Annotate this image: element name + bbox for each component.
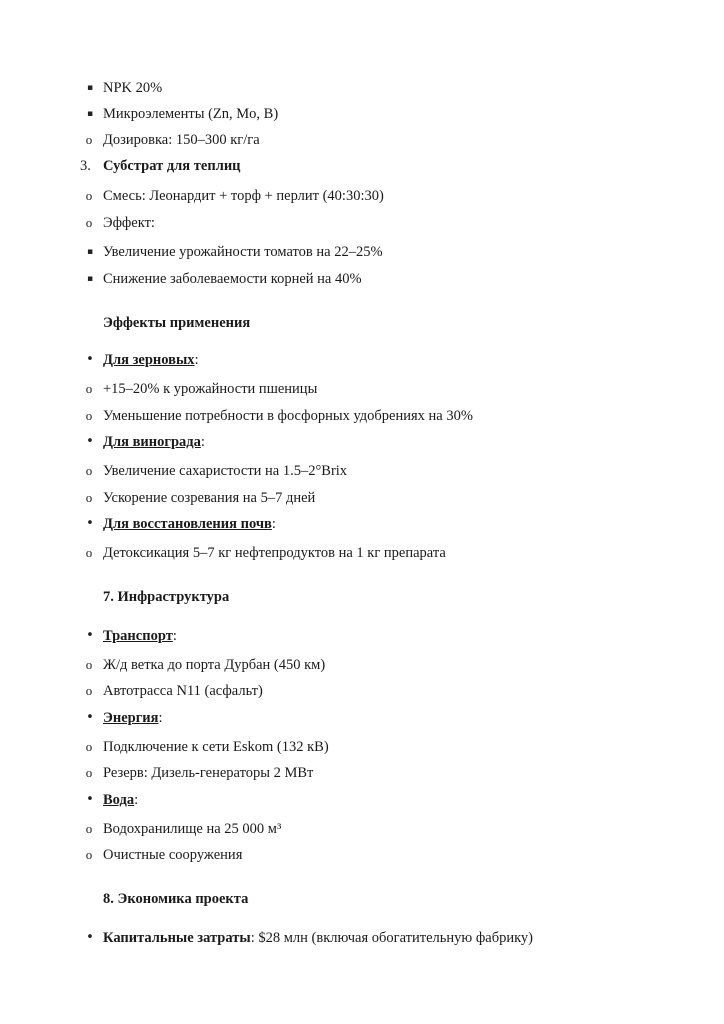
list-item-dosage	[0, 130, 724, 150]
list-item-text: Уменьшение потребности в фосфорных удобрениях на 30%	[103, 408, 473, 424]
group-water	[0, 790, 724, 810]
square-bullet-icon: ▪	[86, 83, 94, 93]
circle-bullet-icon: o	[85, 463, 93, 478]
list-item-highway	[0, 681, 724, 701]
group-suffix: :	[158, 710, 163, 726]
section-heading-economics	[0, 889, 724, 909]
group-title: Вода	[103, 792, 135, 808]
list-item-text: Снижение заболеваемости корней на 40%	[103, 271, 362, 287]
capex-value: : $28 млн (включая обогатительную фабрику)	[250, 930, 533, 946]
circle-bullet-icon: o	[85, 215, 93, 230]
list-item-effect	[0, 213, 724, 233]
list-item-detox	[0, 543, 724, 563]
circle-bullet-icon: o	[85, 490, 93, 505]
list-item-tomato-yield	[0, 242, 724, 262]
list-item-text: NPK 20%	[103, 80, 163, 96]
disc-bullet-icon: •	[86, 434, 94, 449]
list-item-microelements	[0, 104, 724, 124]
group-suffix: :	[134, 792, 139, 808]
group-transport	[0, 626, 724, 646]
disc-bullet-icon: •	[86, 710, 94, 725]
list-number: 3.	[80, 158, 91, 174]
list-item-text: Водохранилище на 25 000 м³	[103, 821, 282, 837]
list-item-text: Детоксикация 5–7 кг нефтепродуктов на 1 кг препарата	[103, 545, 446, 561]
circle-bullet-icon: o	[85, 739, 93, 754]
section-heading-text: Эффекты применения	[103, 315, 251, 331]
group-soil	[0, 514, 724, 534]
list-item-text: Автотрасса N11 (асфальт)	[103, 683, 263, 699]
section-heading-effects	[0, 313, 724, 333]
list-item-npk	[0, 78, 724, 98]
group-title: Для восстановления почв	[103, 516, 272, 532]
circle-bullet-icon: o	[85, 545, 93, 560]
group-suffix: :	[271, 516, 276, 532]
group-grapes	[0, 432, 724, 452]
section-heading-infrastructure	[0, 587, 724, 607]
list-item-mix	[0, 186, 724, 206]
list-item-text: Смесь: Леонардит + торф + перлит (40:30:30)	[103, 188, 384, 204]
disc-bullet-icon: •	[86, 352, 94, 367]
list-item-text: Резерв: Дизель-генераторы 2 МВт	[103, 765, 314, 781]
disc-bullet-icon: •	[86, 792, 94, 807]
list-item-root-disease	[0, 269, 724, 289]
square-bullet-icon: ▪	[86, 109, 94, 119]
list-item-treatment	[0, 845, 724, 865]
group-energy	[0, 708, 724, 728]
circle-bullet-icon: o	[85, 408, 93, 423]
list-item-text: Ускорение созревания на 5–7 дней	[103, 490, 316, 506]
circle-bullet-icon: o	[85, 188, 93, 203]
list-item-text: Увеличение урожайности томатов на 22–25%	[103, 244, 383, 260]
list-item-text: Подключение к сети Eskom (132 кВ)	[103, 739, 329, 755]
circle-bullet-icon: o	[85, 657, 93, 672]
group-title: Энергия	[103, 710, 159, 726]
list-item-text: Дозировка: 150–300 кг/га	[103, 132, 260, 148]
circle-bullet-icon: o	[85, 132, 93, 147]
section-heading-text: 8. Экономика проекта	[103, 891, 249, 907]
list-item-railway	[0, 655, 724, 675]
circle-bullet-icon: o	[85, 821, 93, 836]
disc-bullet-icon: •	[86, 516, 94, 531]
list-item-text: Микроэлементы (Zn, Mo, B)	[103, 106, 279, 122]
list-item-text: Эффект:	[103, 215, 155, 231]
list-item-text: +15–20% к урожайности пшеницы	[103, 381, 318, 397]
list-item-sugar	[0, 461, 724, 481]
group-cereals	[0, 350, 724, 370]
group-title: Для зерновых	[103, 352, 195, 368]
numbered-item-3	[0, 156, 724, 176]
list-item-text: Очистные сооружения	[103, 847, 243, 863]
numbered-item-title: Субстрат для теплиц	[103, 158, 241, 174]
group-title: Транспорт	[103, 628, 173, 644]
list-item-text: Увеличение сахаристости на 1.5–2°Brix	[103, 463, 348, 479]
list-item-capex	[0, 928, 724, 948]
section-heading-text: 7. Инфраструктура	[103, 589, 230, 605]
list-item-eskom	[0, 737, 724, 757]
list-item-ripening	[0, 488, 724, 508]
list-item-reservoir	[0, 819, 724, 839]
circle-bullet-icon: o	[85, 765, 93, 780]
square-bullet-icon: ▪	[86, 274, 94, 284]
circle-bullet-icon: o	[85, 381, 93, 396]
disc-bullet-icon: •	[86, 930, 94, 945]
group-suffix: :	[194, 352, 199, 368]
circle-bullet-icon: o	[85, 847, 93, 862]
disc-bullet-icon: •	[86, 628, 94, 643]
circle-bullet-icon: o	[85, 683, 93, 698]
capex-label: Капитальные затраты	[103, 930, 251, 946]
group-suffix: :	[172, 628, 177, 644]
list-item-wheat	[0, 379, 724, 399]
list-item-diesel	[0, 763, 724, 783]
list-item-phosphorus	[0, 406, 724, 426]
square-bullet-icon: ▪	[86, 247, 94, 257]
group-suffix: :	[200, 434, 205, 450]
list-item-text: Ж/д ветка до порта Дурбан (450 км)	[103, 657, 326, 673]
group-title: Для винограда	[103, 434, 201, 450]
